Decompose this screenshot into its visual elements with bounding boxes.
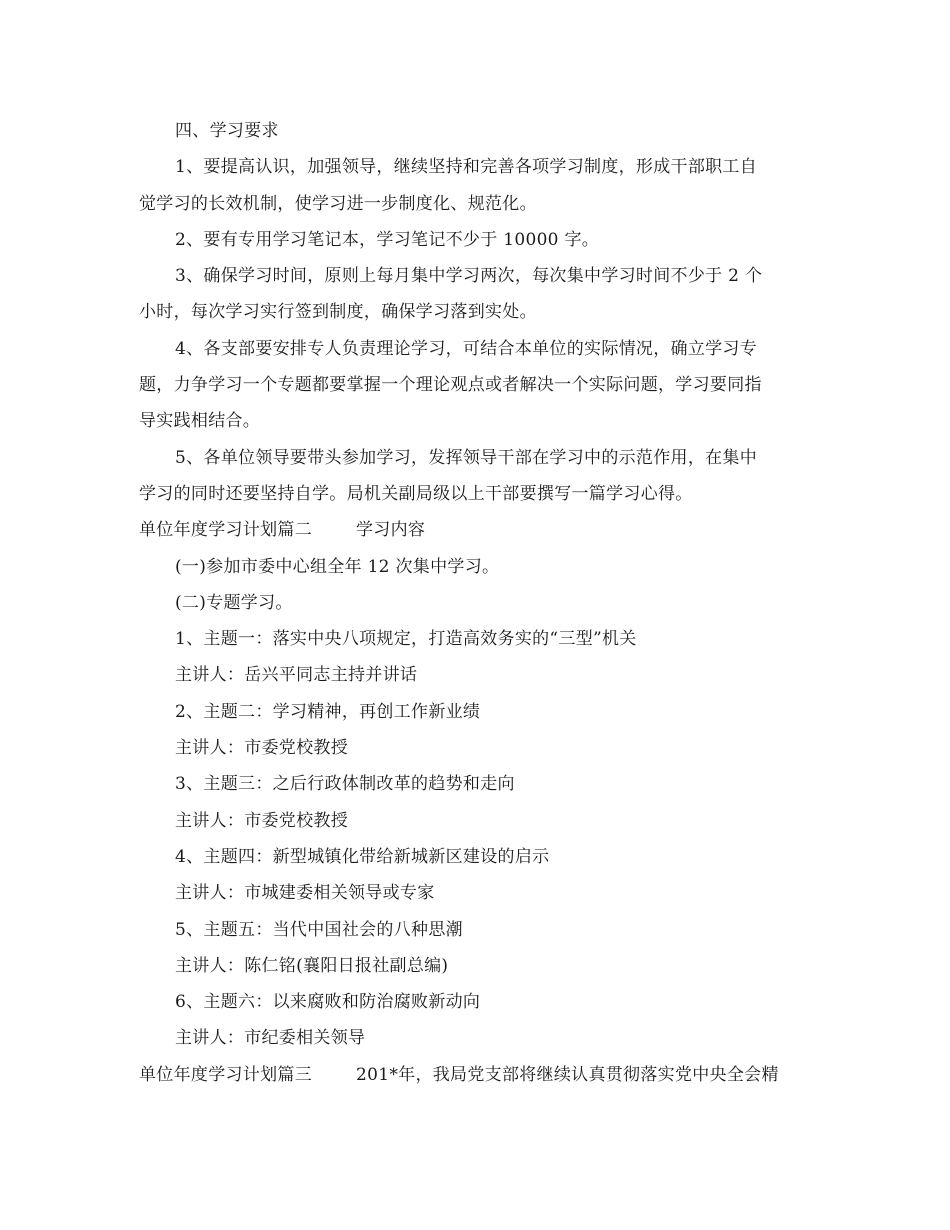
speaker-item: 主讲人：岳兴平同志主持并讲话 — [175, 665, 418, 686]
topic-item: 2、主题二：学习精神，再创工作新业绩 — [175, 701, 481, 722]
topic-item: 3、主题三：之后行政体制改革的趋势和走向 — [175, 774, 515, 795]
part-title: 单位年度学习计划篇二 — [139, 520, 312, 541]
paragraph-line: 觉学习的长效机制，使学习进一步制度化、规范化。 — [139, 193, 537, 214]
document-body — [139, 113, 815, 1093]
speaker-item: 主讲人：市委党校教授 — [175, 810, 348, 831]
paragraph-line: 3、确保学习时间，原则上每月集中学习两次，每次集中学习时间不少于 2 个 — [175, 266, 763, 287]
list-item: (二)专题学习。 — [175, 592, 293, 613]
section-heading-study-requirements: 四、学习要求 — [175, 121, 279, 141]
part-subtitle: 学习内容 — [356, 520, 426, 541]
topic-item: 4、主题四：新型城镇化带给新城新区建设的启示 — [175, 846, 550, 867]
speaker-item: 主讲人：市城建委相关领导或专家 — [175, 883, 435, 904]
topic-item: 6、主题六：以来腐败和防治腐败新动向 — [175, 992, 481, 1013]
paragraph-line: 5、各单位领导要带头参加学习，发挥领导干部在学习中的示范作用，在集中 — [175, 447, 758, 468]
section-title-part-three — [139, 1057, 815, 1093]
section-title-part-two — [139, 512, 815, 548]
speaker-item: 主讲人：陈仁铭(襄阳日报社副总编) — [175, 955, 449, 976]
paragraph-line: 题，力争学习一个专题都要掌握一个理论观点或者解决一个实际问题，学习要同指 — [139, 375, 762, 396]
paragraph-line: 学习的同时还要坚持自学。局机关副局级以上干部要撰写一篇学习心得。 — [139, 483, 693, 504]
paragraph-line: 1、要提高认识，加强领导，继续坚持和完善各项学习制度，形成干部职工自 — [175, 157, 758, 178]
list-item: (一)参加市委中心组全年 12 次集中学习。 — [175, 556, 500, 577]
paragraph-line: 4、各支部要安排专人负责理论学习，可结合本单位的实际情况，确立学习专 — [175, 338, 758, 359]
speaker-item: 主讲人：市委党校教授 — [175, 738, 348, 759]
paragraph-line: 小时，每次学习实行签到制度，确保学习落到实处。 — [139, 302, 537, 323]
part-intro: 201*年，我局党支部将继续认真贯彻落实党中央全会精 — [356, 1064, 779, 1085]
topic-item: 1、主题一：落实中央八项规定，打造高效务实的“三型”机关 — [175, 629, 637, 650]
part-title: 单位年度学习计划篇三 — [139, 1064, 312, 1085]
topic-item: 5、主题五：当代中国社会的八种思潮 — [175, 919, 463, 940]
speaker-item: 主讲人：市纪委相关领导 — [175, 1028, 366, 1049]
paragraph-line: 导实践相结合。 — [139, 411, 261, 432]
paragraph-line: 2、要有专用学习笔记本，学习笔记不少于 10000 字。 — [175, 229, 600, 250]
